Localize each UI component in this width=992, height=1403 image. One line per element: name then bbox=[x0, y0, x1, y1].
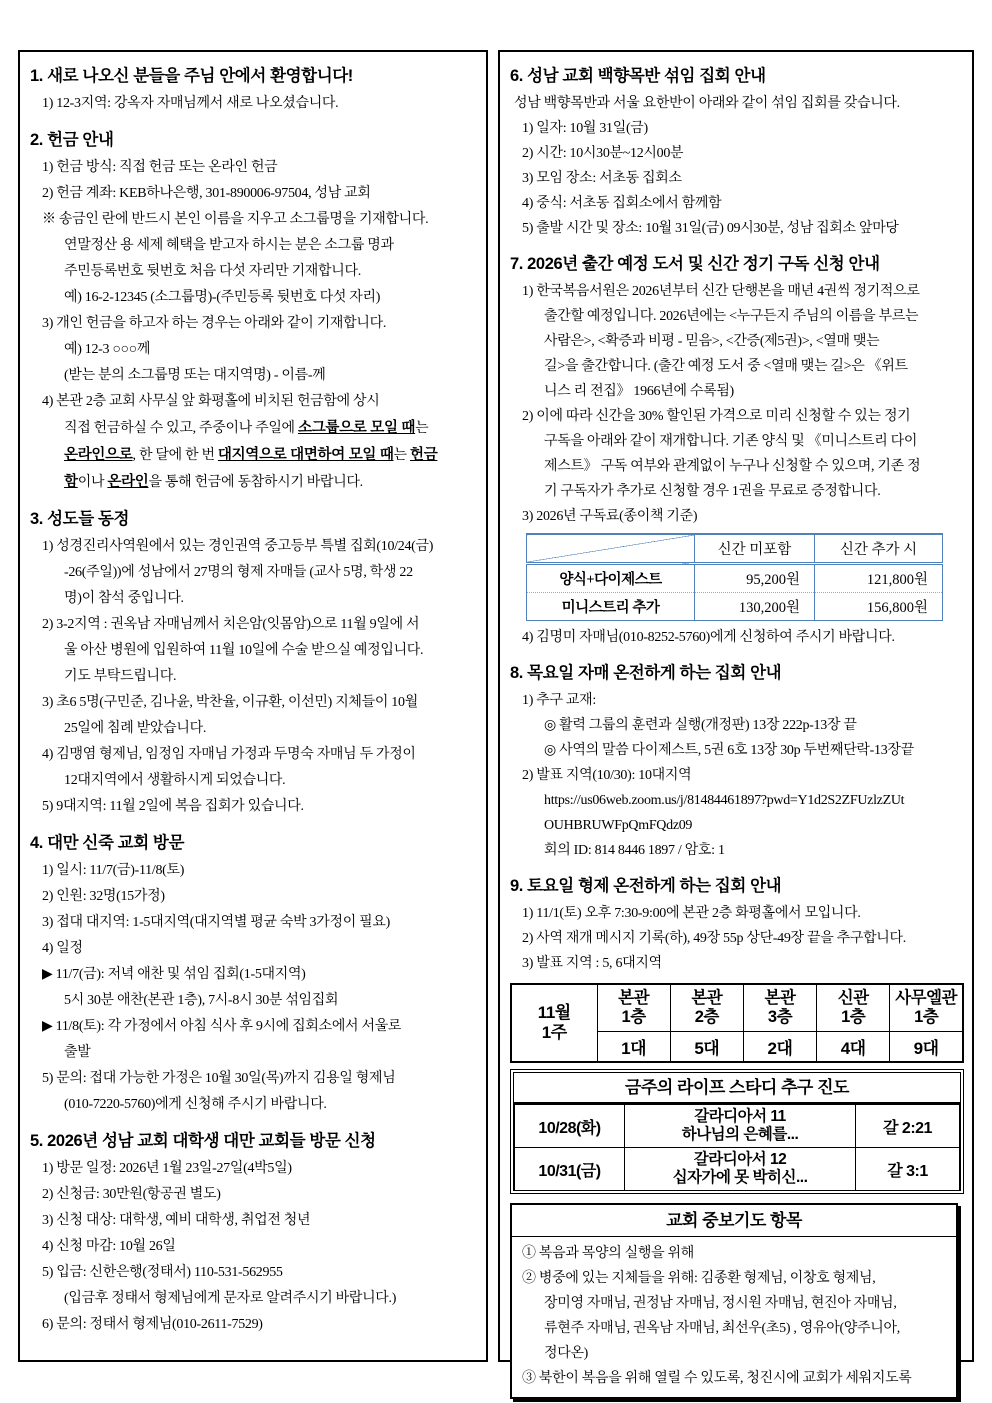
text-span: 3) 발표 지역 : 5, 6대지역 bbox=[522, 956, 662, 971]
bulletin-section bbox=[30, 829, 476, 1118]
text-line bbox=[30, 363, 476, 389]
room-header-cell bbox=[743, 984, 816, 1032]
text-span: (받는 분의 소그룹명 또는 대지역명) - 이름-께 bbox=[64, 368, 326, 383]
text-line bbox=[30, 534, 476, 560]
text-line bbox=[30, 612, 476, 638]
text-span: 5) 9대지역: 11월 2일에 복음 집회가 있습니다. bbox=[42, 799, 304, 814]
text-line bbox=[520, 1316, 948, 1341]
text-span: 5) 입금: 신한은행(정태서) 110-531-562955 bbox=[42, 1265, 283, 1280]
emphasized-text: 온라인 bbox=[107, 474, 149, 490]
text-line bbox=[30, 1260, 476, 1286]
text-line bbox=[30, 469, 476, 496]
text-span: 5) 문의: 접대 가능한 가정은 10월 30일(목)까지 김용일 형제님 bbox=[42, 1071, 396, 1086]
section-title: 6. 성남 교회 백향목반 섞임 집회 안내 bbox=[510, 67, 766, 85]
text-span: 2) 사역 재개 메시지 기록(하), 49장 55p 상단-49장 끝을 추구합니다. bbox=[522, 931, 906, 946]
text-span: 2) 헌금 계좌: KEB하나은행, 301-890006-97504, 성남 교회 bbox=[42, 186, 371, 201]
text-line bbox=[30, 638, 476, 664]
text-span: 1) 추구 교재: bbox=[522, 693, 596, 708]
bulletin-section bbox=[30, 505, 476, 820]
text-line bbox=[30, 690, 476, 716]
text-line bbox=[510, 625, 962, 650]
text-line bbox=[30, 768, 476, 794]
text-span: 2) 인원: 32명(15가정) bbox=[42, 889, 165, 904]
text-span: 4) 일정 bbox=[42, 941, 83, 956]
text-span: https://us06web.zoom.us/j/81484461897?pwd=Y1d2S2ZFUzlzZUt bbox=[544, 793, 905, 808]
text-span: 직접 헌금하실 수 있고, 주중이나 주일에 bbox=[64, 421, 298, 436]
text-line bbox=[520, 1341, 948, 1366]
room-header-cell bbox=[597, 984, 670, 1032]
room-header-cell bbox=[670, 984, 743, 1032]
subscription-price-table bbox=[526, 533, 943, 621]
room-header-floor: 3층 bbox=[767, 1008, 793, 1026]
right-sections bbox=[510, 62, 962, 976]
text-line bbox=[30, 389, 476, 415]
text-span: 류현주 자매님, 권옥남 자매님, 최선우(초5) , 영유아(양주니아, bbox=[544, 1321, 900, 1336]
text-span: 3) 접대 대지역: 1-5대지역(대지역별 평균 숙박 3가정이 필요) bbox=[42, 915, 390, 930]
text-line bbox=[30, 1286, 476, 1312]
text-span: ③ 북한이 복음을 위해 열릴 수 있도록, 청진시에 교회가 세워지도록 bbox=[522, 1371, 912, 1386]
text-line bbox=[510, 304, 962, 329]
diagonal-corner-cell bbox=[527, 534, 695, 564]
text-line bbox=[30, 858, 476, 884]
section-title: 1. 새로 나오신 분들을 주님 안에서 환영합니다! bbox=[30, 67, 353, 85]
text-span: 4) 중식: 서초동 집회소에서 함께함 bbox=[522, 196, 722, 211]
text-span: 1) 12-3지역: 강옥자 자매님께서 새로 나오셨습니다. bbox=[42, 96, 339, 111]
text-span: 명)이 참석 중입니다. bbox=[64, 591, 184, 606]
life-study-verse: 갈 3:1 bbox=[856, 1148, 960, 1191]
life-study-title: 금주의 라이프 스타디 추구 진도 bbox=[514, 1073, 960, 1104]
text-line bbox=[510, 216, 962, 241]
emphasized-text: 대지역으로 대면하여 모일 때 bbox=[217, 447, 394, 463]
text-line bbox=[30, 962, 476, 988]
text-line bbox=[510, 404, 962, 429]
text-line bbox=[510, 738, 962, 763]
text-line bbox=[30, 259, 476, 285]
text-line bbox=[510, 329, 962, 354]
text-span: 니스 리 전집》 1966년에 수록됨) bbox=[544, 384, 734, 399]
room-header-cell bbox=[817, 984, 890, 1032]
room-count-cell: 2대 bbox=[743, 1032, 816, 1063]
text-span: 연말정산 용 세제 혜택을 받고자 하시는 분은 소그룹 명과 bbox=[64, 238, 394, 253]
price-value-cell: 130,200원 bbox=[695, 593, 815, 621]
text-line bbox=[30, 233, 476, 259]
text-line bbox=[30, 664, 476, 690]
text-line bbox=[30, 311, 476, 337]
text-line bbox=[510, 141, 962, 166]
text-line bbox=[510, 479, 962, 504]
text-line bbox=[30, 181, 476, 207]
text-span: 6) 문의: 정태서 형제님(010-2611-7529) bbox=[42, 1317, 263, 1332]
week-line1: 11월 bbox=[537, 1003, 571, 1022]
life-study-topic bbox=[625, 1105, 856, 1148]
text-line bbox=[510, 838, 962, 863]
text-span: ▶ 11/7(금): 저녁 애찬 및 섞임 집회(1-5대지역) bbox=[42, 967, 306, 982]
room-schedule-table bbox=[510, 983, 964, 1063]
text-span: 사람은>, <확증과 비평 - 믿음>, <간증(제5권)>, <열매 맺는 bbox=[544, 334, 880, 349]
text-span: , 한 달에 한 번 bbox=[132, 448, 218, 463]
section-title: 5. 2026년 성남 교회 대학생 대만 교회들 방문 신청 bbox=[30, 1132, 376, 1150]
text-span: 2) 신청금: 30만원(항공권 별도) bbox=[42, 1187, 221, 1202]
text-line bbox=[510, 191, 962, 216]
price-value-cell: 95,200원 bbox=[695, 564, 815, 593]
life-study-date: 10/28(화) bbox=[515, 1105, 625, 1148]
text-line bbox=[30, 285, 476, 311]
room-header-floor: 1층 bbox=[914, 1008, 939, 1026]
bulletin-section bbox=[510, 250, 962, 650]
text-line bbox=[510, 166, 962, 191]
room-header-floor: 1층 bbox=[621, 1008, 646, 1026]
text-line bbox=[30, 155, 476, 181]
text-line bbox=[510, 116, 962, 141]
text-span: 정다온) bbox=[544, 1346, 589, 1361]
text-line bbox=[30, 415, 476, 442]
price-row-label: 미니스트리 추가 bbox=[527, 593, 695, 621]
text-span: 구독을 아래와 같이 재개합니다. 기존 양식 및 《미니스트리 다이 bbox=[544, 434, 918, 449]
text-span: 3) 2026년 구독료(종이책 기준) bbox=[522, 509, 698, 524]
text-line bbox=[510, 688, 962, 713]
bulletin-section bbox=[30, 126, 476, 496]
bulletin-section bbox=[510, 659, 962, 863]
text-line bbox=[510, 279, 962, 304]
text-span: 3) 신청 대상: 대학생, 예비 대학생, 취업전 청년 bbox=[42, 1213, 311, 1228]
room-header-building: 본관 bbox=[764, 989, 796, 1007]
text-span: 4) 신청 마감: 10월 26일 bbox=[42, 1239, 176, 1254]
text-line bbox=[30, 1156, 476, 1182]
week-line2: 1주 bbox=[541, 1023, 567, 1042]
text-span: 1) 성경진리사역원에서 있는 경인권역 중고등부 특별 집회(10/24(금) bbox=[42, 539, 434, 554]
text-span: 길>을 출간합니다. (출간 예정 도서 중 <열매 맺는 길>은 《위트 bbox=[544, 359, 908, 374]
text-line bbox=[30, 442, 476, 469]
text-span: 12대지역에서 생활하시게 되었습니다. bbox=[64, 773, 286, 788]
price-header-cell: 신간 미포함 bbox=[695, 534, 815, 564]
price-header-cell: 신간 추가 시 bbox=[815, 534, 943, 564]
section-title: 8. 목요일 자매 온전하게 하는 집회 안내 bbox=[510, 664, 782, 682]
section-title: 4. 대만 신죽 교회 방문 bbox=[30, 834, 185, 852]
life-study-subtitle: 하나님의 은혜를... bbox=[681, 1126, 799, 1143]
room-header-building: 사무엘관 bbox=[895, 989, 957, 1007]
room-header-building: 본관 bbox=[618, 989, 650, 1007]
text-line bbox=[510, 788, 962, 813]
text-line bbox=[520, 1266, 948, 1291]
text-line bbox=[510, 454, 962, 479]
text-span: 3) 초6 5명(구민준, 김나윤, 박찬율, 이규환, 이선민) 지체들이 10월 bbox=[42, 695, 418, 710]
text-span: 회의 ID: 814 8446 1897 / 암호: 1 bbox=[544, 843, 725, 858]
text-line bbox=[510, 951, 962, 976]
life-study-verse: 갈 2:21 bbox=[856, 1105, 960, 1148]
text-span: 기 구독자가 추가로 신청할 경우 1권을 무료로 증정합니다. bbox=[544, 484, 881, 499]
text-line bbox=[30, 742, 476, 768]
text-line bbox=[30, 586, 476, 612]
text-span: 제스트》 구독 여부와 관계없이 누구나 신청할 수 있으며, 기존 정 bbox=[544, 459, 921, 474]
text-span: ▶ 11/8(토): 각 가정에서 아침 식사 후 9시에 집회소에서 서울로 bbox=[42, 1019, 402, 1034]
price-value-cell: 156,800원 bbox=[815, 593, 943, 621]
text-line bbox=[30, 207, 476, 233]
emphasized-text: 헌금 bbox=[409, 447, 438, 463]
bulletin-section bbox=[30, 62, 476, 117]
text-line bbox=[30, 910, 476, 936]
life-study-table bbox=[510, 1069, 964, 1194]
text-line bbox=[30, 1066, 476, 1092]
text-span: 2) 3-2지역 : 권옥남 자매님께서 치은암(잇몸암)으로 11월 9일에 서 bbox=[42, 617, 420, 632]
text-line bbox=[510, 813, 962, 838]
room-count-cell: 5대 bbox=[670, 1032, 743, 1063]
text-span: 울 아산 병원에 입원하여 11월 10일에 수술 받으실 예정입니다. bbox=[64, 643, 424, 658]
room-header-building: 본관 bbox=[691, 989, 723, 1007]
text-line bbox=[30, 1234, 476, 1260]
week-cell bbox=[511, 984, 597, 1062]
text-line bbox=[30, 1208, 476, 1234]
text-line bbox=[30, 560, 476, 586]
text-span: 4) 본관 2층 교회 사무실 앞 화평홀에 비치된 헌금함에 상시 bbox=[42, 394, 380, 409]
text-line bbox=[510, 379, 962, 404]
bulletin-section bbox=[510, 872, 962, 976]
text-line bbox=[510, 901, 962, 926]
right-column bbox=[498, 50, 974, 1386]
text-span: 25일에 침례 받았습니다. bbox=[64, 721, 207, 736]
section-title: 9. 토요일 형제 온전하게 하는 집회 안내 bbox=[510, 877, 782, 895]
text-span: 5시 30분 애찬(본관 1층), 7시-8시 30분 섞임집회 bbox=[64, 993, 339, 1008]
price-value-cell: 121,800원 bbox=[815, 564, 943, 593]
text-line bbox=[510, 429, 962, 454]
text-line bbox=[30, 884, 476, 910]
emphasized-text: 함 bbox=[64, 474, 78, 490]
life-study-date: 10/31(금) bbox=[515, 1148, 625, 1191]
text-span: 1) 한국복음서원은 2026년부터 신간 단행본을 매년 4권씩 정기적으로 bbox=[522, 284, 920, 299]
text-line bbox=[510, 354, 962, 379]
text-span: 출발 bbox=[64, 1045, 91, 1060]
text-span: ◎ 사역의 말씀 다이제스트, 5권 6호 13장 30p 두번째단락-13장끝 bbox=[544, 743, 914, 758]
text-span: 주민등록번호 뒷번호 처음 다섯 자리만 기재합니다. bbox=[64, 264, 361, 279]
bulletin-section bbox=[510, 62, 962, 241]
text-line bbox=[30, 337, 476, 363]
text-span: 성남 백향목반과 서울 요한반이 아래와 같이 섞임 집회를 갖습니다. bbox=[514, 96, 900, 111]
text-span: 2) 이에 따라 신간을 30% 할인된 가격으로 미리 신청할 수 있는 정기 bbox=[522, 409, 911, 424]
text-span: OUHBRUWFpQmFQdz09 bbox=[544, 818, 693, 833]
room-header-floor: 1층 bbox=[841, 1008, 866, 1026]
section-title: 7. 2026년 출간 예정 도서 및 신간 정기 구독 신청 안내 bbox=[510, 255, 880, 273]
text-line bbox=[30, 794, 476, 820]
room-header-floor: 2층 bbox=[694, 1008, 719, 1026]
room-header-cell bbox=[890, 984, 963, 1032]
text-line bbox=[30, 1182, 476, 1208]
text-line bbox=[30, 1312, 476, 1338]
room-header-building: 신관 bbox=[837, 989, 869, 1007]
text-line bbox=[30, 1040, 476, 1066]
text-span: 1) 11/1(토) 오후 7:30-9:00에 본관 2층 화평홀에서 모입니다. bbox=[522, 906, 861, 921]
text-span: ◎ 활력 그룹의 훈련과 실행(개정판) 13장 222p-13장 끝 bbox=[544, 718, 857, 733]
prayer-box bbox=[510, 1203, 958, 1399]
text-line bbox=[510, 763, 962, 788]
section-title: 2. 헌금 안내 bbox=[30, 131, 114, 149]
text-span: 4) 김명미 자매님(010-8252-5760)에게 신청하여 주시기 바랍니다. bbox=[522, 630, 895, 645]
text-span: 이나 bbox=[77, 475, 108, 490]
text-line bbox=[30, 936, 476, 962]
emphasized-text: 온라인으로 bbox=[64, 447, 133, 463]
text-span: 1) 일자: 10월 31일(금) bbox=[522, 121, 648, 136]
text-span: 5) 출발 시간 및 장소: 10월 31일(금) 09시30분, 성남 집회소 앞마당 bbox=[522, 221, 899, 236]
text-span: ① 복음과 목양의 실행을 위해 bbox=[522, 1246, 694, 1261]
text-span: 장미영 자매님, 권정남 자매님, 정시원 자매님, 현진아 자매님, bbox=[544, 1296, 897, 1311]
prayer-box-body bbox=[512, 1237, 956, 1397]
text-line bbox=[30, 716, 476, 742]
text-span: 예) 16-2-12345 (소그룹명)-(주민등록 뒷번호 다섯 자리) bbox=[64, 290, 381, 305]
prayer-box-title: 교회 중보기도 항목 bbox=[512, 1205, 956, 1237]
text-span: 1) 헌금 방식: 직접 헌금 또는 온라인 헌금 bbox=[42, 160, 278, 175]
text-span: ※ 송금인 란에 반드시 본인 이름을 지우고 소그룹명을 기재합니다. bbox=[42, 212, 429, 227]
text-span: 3) 개인 헌금을 하고자 하는 경우는 아래와 같이 기재합니다. bbox=[42, 316, 387, 331]
text-line bbox=[30, 91, 476, 117]
text-line bbox=[520, 1291, 948, 1316]
text-span: 기도 부탁드립니다. bbox=[64, 669, 177, 684]
text-span: 2) 시간: 10시30분~12시00분 bbox=[522, 146, 684, 161]
text-span: 는 bbox=[393, 448, 410, 463]
text-span: ② 병중에 있는 지체들을 위해: 김종환 형제님, 이창호 형제님, bbox=[522, 1271, 876, 1286]
text-line bbox=[510, 91, 962, 116]
text-span: 1) 일시: 11/7(금)-11/8(토) bbox=[42, 863, 185, 878]
text-line bbox=[510, 713, 962, 738]
text-span: -26(주일))에 성남에서 27명의 형제 자매들 (교사 5명, 학생 22 bbox=[64, 565, 413, 580]
text-span: 4) 김맹염 형제님, 임정임 자매님 가정과 두명숙 자매님 두 가정이 bbox=[42, 747, 416, 762]
text-span: 을 통해 헌금에 동참하시기 바랍니다. bbox=[148, 475, 363, 490]
text-span: 출간할 예정입니다. 2026년에는 <누구든지 주님의 이름을 부르는 bbox=[544, 309, 919, 324]
life-study-subtitle: 십자가에 못 박히신... bbox=[672, 1169, 808, 1186]
text-line bbox=[30, 988, 476, 1014]
room-count-cell: 1대 bbox=[597, 1032, 670, 1063]
life-study-book: 갈라디아서 11 bbox=[694, 1108, 786, 1125]
price-row-label: 양식+다이제스트 bbox=[527, 564, 695, 593]
text-span: (010-7220-5760)에게 신청해 주시기 바랍니다. bbox=[64, 1097, 327, 1112]
text-line bbox=[520, 1366, 948, 1391]
text-span: 3) 모임 장소: 서초동 집회소 bbox=[522, 171, 682, 186]
life-study-topic bbox=[625, 1148, 856, 1191]
text-line bbox=[30, 1014, 476, 1040]
bulletin-section bbox=[30, 1127, 476, 1338]
text-span: 2) 발표 지역(10/30): 10대지역 bbox=[522, 768, 692, 783]
emphasized-text: 소그룹으로 모일 때 bbox=[297, 420, 416, 436]
text-span: 1) 방문 일정: 2026년 1월 23일-27일(4박5일) bbox=[42, 1161, 292, 1176]
room-count-cell: 4대 bbox=[817, 1032, 890, 1063]
text-line bbox=[520, 1241, 948, 1266]
life-study-book: 갈라디아서 12 bbox=[693, 1151, 787, 1168]
text-span: (입금후 정태서 형제님에게 문자로 알려주시기 바랍니다.) bbox=[64, 1291, 397, 1306]
text-span: 는 bbox=[415, 421, 429, 436]
text-line bbox=[510, 504, 962, 529]
section-title: 3. 성도들 동정 bbox=[30, 510, 130, 528]
text-line bbox=[510, 926, 962, 951]
left-column bbox=[18, 50, 488, 1362]
text-span: 예) 12-3 ○○○께 bbox=[64, 342, 151, 357]
text-line bbox=[30, 1092, 476, 1118]
room-count-cell: 9대 bbox=[890, 1032, 963, 1063]
